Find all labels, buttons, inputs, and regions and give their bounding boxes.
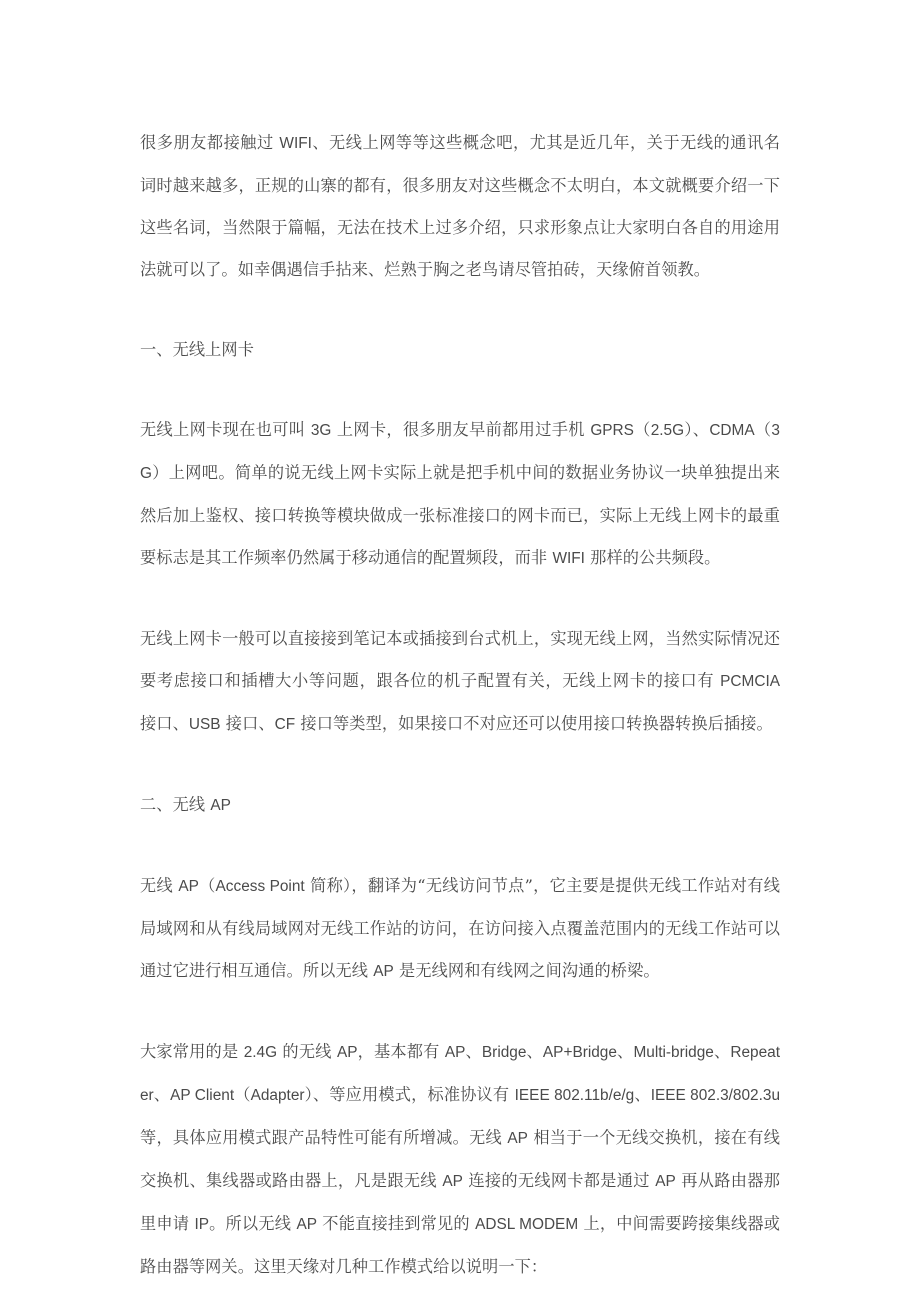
latin-run: ADSL MODEM [475, 1216, 579, 1233]
latin-run: WIFI [552, 550, 585, 567]
latin-run: 2.4G [243, 1044, 278, 1061]
latin-run: WIFI [279, 135, 312, 152]
document-body [140, 122, 780, 1288]
latin-run: IEEE 802.3/802.3u [650, 1087, 780, 1104]
latin-run: AP [296, 1216, 317, 1233]
latin-run: 3G [140, 422, 780, 482]
latin-run: Adapter [250, 1087, 305, 1104]
latin-run: AP+Bridge [542, 1044, 617, 1061]
latin-run: PCMCIA [720, 673, 780, 690]
latin-run: 2.5G [650, 422, 685, 439]
latin-run: GPRS [590, 422, 634, 439]
latin-run: AP [444, 1044, 466, 1061]
latin-run: AP [178, 878, 199, 895]
section-1-paragraph-2: 无线上网卡一般可以直接接到笔记本或插接到台式机上，实现无线上网，当然实际情况还要考虑接口和插槽大小等问题，跟各位的机子配置有关，无线上网卡的接口有 PCMCIA 接口、USB 接口、CF 接口等类型，如果接口不对应还可以使用接口转换器转换后插接。 [140, 629, 780, 733]
latin-run: AP [507, 1130, 528, 1147]
latin-run: IEEE 802.11b/e/g [514, 1087, 635, 1104]
latin-run: IP [194, 1216, 210, 1233]
latin-run: CDMA [709, 422, 755, 439]
section-1-paragraph-1: 无线上网卡现在也可叫 3G 上网卡，很多朋友早前都用过手机 GPRS（2.5G）、CDMA（3G）上网吧。简单的说无线上网卡实际上就是把手机中间的数据业务协议一块单独提出来然后加上鉴权、接口转换等模块做成一张标准接口的网卡而已，实际上无线上网卡的最重要标志是其工作频率仍然属于移动通信的配置频段，而非 WIFI 那样的公共频段。 [140, 420, 780, 567]
latin-run: 3G [310, 422, 332, 439]
latin-run: AP [655, 1173, 676, 1190]
section-2-paragraph-1: 无线 AP（Access Point 简称），翻译为“无线访问节点”，它主要是提供无线工作站对有线局域网和从有线局域网对无线工作站的访问，在访问接入点覆盖范围内的无线工作站可以通过它进行相互通信。所以无线 AP 是无线网和有线网之间沟通的桥梁。 [140, 876, 780, 980]
heading-section-2: 二、无线 AP [140, 795, 231, 814]
latin-run: Multi-bridge [633, 1044, 714, 1061]
latin-run: USB [188, 716, 221, 733]
latin-run: Repeater [140, 1044, 780, 1104]
intro-paragraph: 很多朋友都接触过 WIFI、无线上网等等这些概念吧，尤其是近几年，关于无线的通讯名词时越来越多，正规的山寨的都有，很多朋友对这些概念不太明白，本文就概要介绍一下这些名词，当然限于篇幅，无法在技术上过多介绍，只求形象点让大家明白各自的用途用法就可以了。如幸偶遇信手拈来、烂熟于胸之老鸟请尽管拍砖，天缘俯首领教。 [140, 133, 780, 279]
latin-run: CF [274, 716, 296, 733]
latin-run: AP [442, 1173, 463, 1190]
latin-run: AP [373, 963, 394, 980]
latin-run: AP [336, 1044, 358, 1061]
latin-run: AP Client [170, 1087, 235, 1104]
heading-section-1: 一、无线上网卡 [140, 340, 255, 359]
latin-run: Bridge [481, 1044, 527, 1061]
latin-run: Access Point [215, 878, 305, 895]
section-2-paragraph-2: 大家常用的是 2.4G 的无线 AP，基本都有 AP、Bridge、AP+Bridge、Multi-bridge、Repeater、AP Client（Adapter）、等应用模式，标准协议有 IEEE 802.11b/e/g、IEEE 802.3/802.3u 等，具体应用模式跟产品特性可能有所增减。无线 AP 相当于一个无线交换机，接在有线交换机、集线器或路由器上，凡是跟无线 AP 连接的无线网卡都是通过 AP 再从路由器那里申请 IP。所以无线 AP 不能直接挂到常见的 ADSL MODEM 上，中间需要跨接集线器或路由器等网关。这里天缘对几种工作模式给以说明一下： [140, 1042, 781, 1276]
latin-run: AP [210, 797, 231, 814]
